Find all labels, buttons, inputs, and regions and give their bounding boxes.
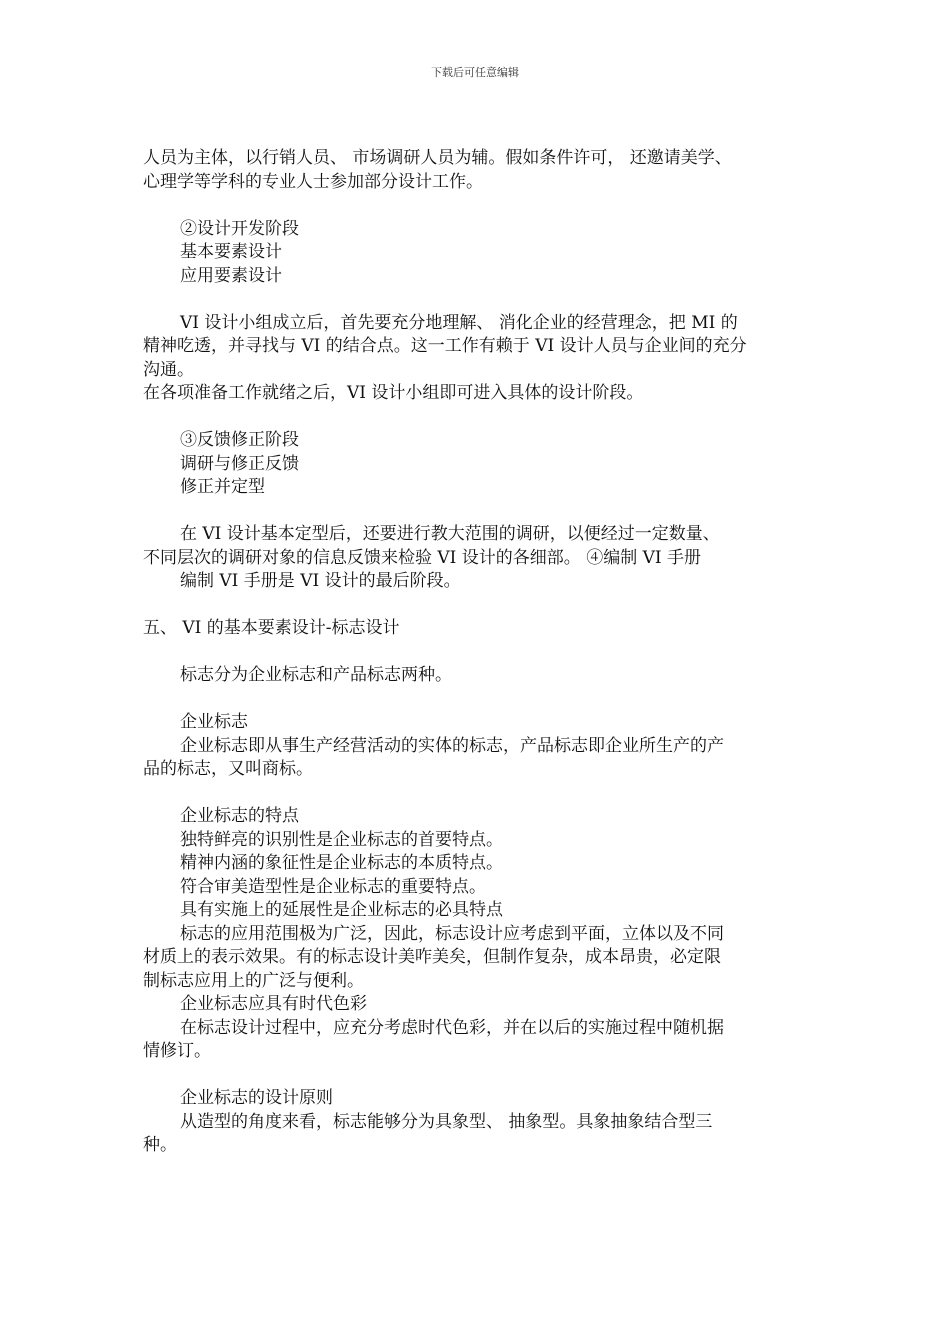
list-item: 调研与修正反馈 bbox=[180, 453, 299, 474]
text-line: 在各项准备工作就绪之后，VI 设计小组即可进入具体的设计阶段。 bbox=[143, 383, 644, 403]
subheading: 企业标志 bbox=[180, 712, 248, 732]
subheading: 企业标志的特点 bbox=[180, 806, 299, 826]
document-body bbox=[143, 147, 823, 1158]
text-line: 人员为主体，以行销人员、 市场调研人员为辅。假如条件许可， 还邀请美学、 bbox=[143, 148, 732, 168]
stage-title: ②设计开发阶段 bbox=[180, 218, 299, 239]
section-heading: 五、 VI 的基本要素设计-标志设计 bbox=[143, 618, 400, 638]
stage-title: ③反馈修正阶段 bbox=[180, 430, 299, 450]
text-line: 种。 bbox=[143, 1135, 177, 1155]
list-item: 精神内涵的象征性是企业标志的本质特点。 bbox=[180, 853, 503, 873]
text-line: 在 VI 设计基本定型后，还要进行教大范围的调研，以便经过一定数量、 bbox=[180, 524, 720, 544]
list-item: 独特鲜亮的识别性是企业标志的首要特点。 bbox=[180, 829, 503, 850]
list-item: 基本要素设计 bbox=[180, 242, 282, 262]
text-line: 标志的应用范围极为广泛，因此，标志设计应考虑到平面，立体以及不同 bbox=[180, 923, 724, 944]
text-line: VI 设计小组成立后，首先要充分地理解、 消化企业的经营理念，把 MI 的 bbox=[180, 312, 738, 333]
text-line: 情修订。 bbox=[143, 1041, 211, 1061]
text-line: 编制 VI 手册是 VI 设计的最后阶段。 bbox=[180, 571, 461, 591]
list-item: 应用要素设计 bbox=[180, 265, 282, 286]
text-line: 品的标志，又叫商标。 bbox=[143, 759, 313, 779]
text-line: 心理学等学科的专业人士参加部分设计工作。 bbox=[143, 171, 483, 192]
text-line: 企业标志即从事生产经营活动的实体的标志，产品标志即企业所生产的产 bbox=[180, 735, 724, 756]
text-line: 材质上的表示效果。有的标志设计美咋美矣，但制作复杂，成本昂贵，必定限 bbox=[143, 947, 721, 967]
list-item: 具有实施上的延展性是企业标志的必具特点 bbox=[180, 900, 503, 920]
text-line: 制标志应用上的广泛与便利。 bbox=[143, 970, 364, 991]
text-line: 在标志设计过程中，应充分考虑时代色彩，并在以后的实施过程中随机据 bbox=[180, 1017, 724, 1038]
list-item: 修正并定型 bbox=[180, 477, 265, 497]
text-line: 标志分为企业标志和产品标志两种。 bbox=[180, 665, 452, 685]
list-item: 符合审美造型性是企业标志的重要特点。 bbox=[180, 876, 486, 897]
subheading: 企业标志的设计原则 bbox=[180, 1088, 333, 1108]
text-line: 从造型的角度来看，标志能够分为具象型、 抽象型。具象抽象结合型三 bbox=[180, 1111, 713, 1132]
page-header: 下载后可任意编辑 bbox=[431, 66, 519, 79]
text-line: 沟通。 bbox=[143, 359, 194, 380]
text-line: 不同层次的调研对象的信息反馈来检验 VI 设计的各细部。 ④编制 VI 手册 bbox=[143, 547, 702, 568]
subheading: 企业标志应具有时代色彩 bbox=[180, 994, 367, 1014]
text-line: 精神吃透，并寻找与 VI 的结合点。这一工作有赖于 VI 设计人员与企业间的充分 bbox=[143, 336, 747, 356]
